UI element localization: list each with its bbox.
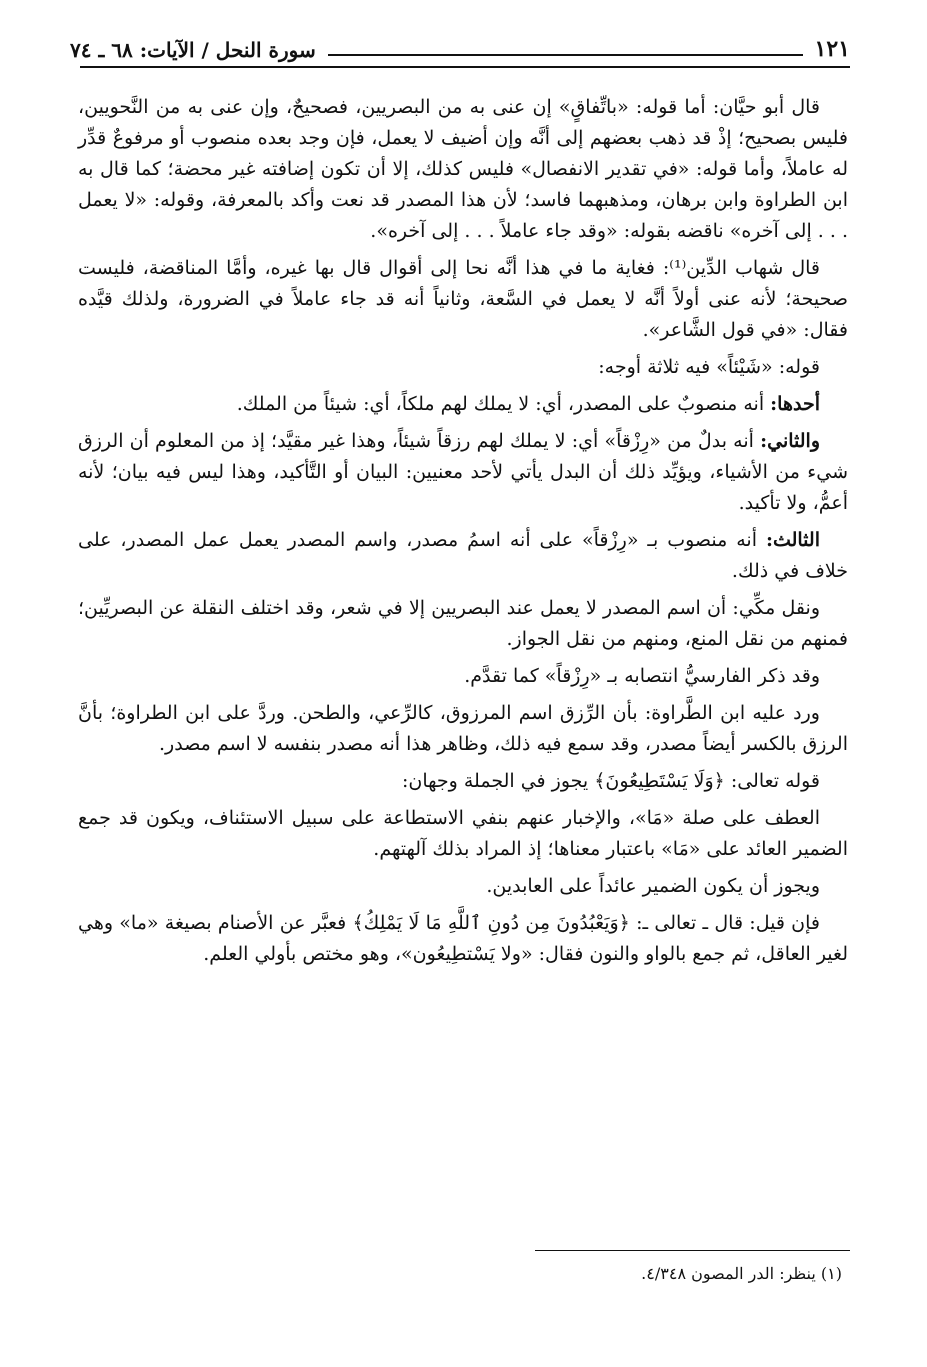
- section-label: الثالث:: [765, 529, 820, 551]
- paragraph: والثاني: أنه بدلٌ من «رِزْقاً» أي: لا يملك لهم رزقاً شيئاً، وهذا غير مقيَّد؛ إذ من المعلوم أن الرزق شيء من الأشياء، ويؤيِّد ذلك أن البدل يأتي لأحد معنيين: البيان أو التَّأكيد، وهذا ليس فيه بيان؛ لأنه أعمُّ، ولا تأكيد.: [78, 430, 848, 514]
- paragraph: الثالث: أنه منصوب بـ «رِزْقاً» على أنه اسمُ مصدر، واسم المصدر يعمل عمل المصدر، على خلاف في ذلك.: [78, 529, 848, 582]
- footnote: (١) ينظر: الدر المصون ٤/٣٤٨.: [641, 1264, 842, 1283]
- paragraph: ورد عليه ابن الطَّراوة: بأن الرِّزق اسم المرزوق، كالرِّعي، والطحن. وردَّ على ابن الطراوة؛ بأنَّ الرزق بالكسر أيضاً مصدر، وقد سمع فيه ذلك، وظاهر هذا أنه مصدر بنفسه لا اسم مصدر.: [78, 702, 848, 755]
- header-divider: [80, 66, 850, 68]
- paragraph: أحدها: أنه منصوبٌ على المصدر، أي: لا يملك لهم ملكاً، أي: شيئاً من الملك.: [236, 393, 820, 415]
- surah-title: سورة النحل / الآيات: ٦٨ ـ ٧٤: [70, 38, 316, 62]
- paragraph: قال شهاب الدِّين⁽¹⁾: فغاية ما في هذا أنَّه نحا إلى أقوال قال بها غيره، وأمَّا المناقضة، فليست صحيحة؛ لأنه عنى أولاً أنَّه لا يعمل في السَّعة، وثانياً أنه قد جاء عاملاً في الضرورة، ولذلك قيَّده فقال: «في قول الشَّاعر».: [78, 257, 848, 341]
- paragraph: وقد ذكر الفارسيُّ انتصابه بـ «رِزْقاً» كما تقدَّم.: [464, 665, 820, 687]
- paragraph: قوله تعالى: ﴿وَلَا يَسْتَطِيعُونَ﴾ يجوز في الجملة وجهان:: [402, 770, 820, 792]
- page-number: ١٢١: [814, 36, 850, 62]
- paragraph: قوله: «شَيْئاً» فيه ثلاثة أوجه:: [598, 356, 820, 378]
- section-label: أحدها:: [770, 393, 820, 415]
- paragraph: فإن قيل: قال ـ تعالى ـ: ﴿وَيَعْبُدُونَ مِن دُونِ ٱللَّهِ مَا لَا يَمْلِكُ﴾ فعبَّر عن الأصنام بصيغة «ما» وهي لغير العاقل، ثم جمع بالواو والنون فقال: «ولا يَسْتطِيعُون»، وهو مختص بأولي العلم.: [78, 912, 848, 965]
- running-header: [70, 28, 850, 62]
- section-label: والثاني:: [760, 430, 821, 452]
- paragraph: العطف على صلة «مَا»، والإخبار عنهم بنفي الاستطاعة على سبيل الاستئناف، ويكون قد جمع الضمير العائد على «مَا» باعتبار معناها؛ إذ المراد بذلك آلهتهم.: [78, 807, 848, 860]
- paragraph: قال أبو حيَّان: أما قوله: «باتِّفاقٍ» إن عنى به من البصريين، فصحيحٌ، وإن عنى به من النَّحويين، فليس بصحيح؛ إذْ قد ذهب بعضهم إلى أنَّه وإن أضيف لا يعمل، فإن وجد بعده منصوب أو مرفوعٌ قدِّر له عاملاً، وأما قوله: «في تقدير الانفصال» فليس كذلك، إلا أن تكون إضافته غير محضة؛ كما قال به ابن الطراوة وابن برهان، ومذهبهما فاسد؛ لأن هذا المصدر قد نعت وأكد بالمعرفة، وقوله: «لا يعمل . . . إلى آخره» ناقضه بقوله: «وقد جاء عاملاً . . . إلى آخره».: [78, 96, 848, 242]
- paragraph: ونقل مكِّي: أن اسم المصدر لا يعمل عند البصريين إلا في شعر، وقد اختلف النقلة عن البصريِّين؛ فمنهم من نقل المنع، ومنهم من نقل الجواز.: [78, 597, 848, 650]
- footnote-divider: [535, 1250, 850, 1251]
- header-rule: [328, 54, 803, 56]
- paragraph: ويجوز أن يكون الضمير عائداً على العابدين.: [486, 875, 820, 897]
- main-text: [78, 92, 848, 976]
